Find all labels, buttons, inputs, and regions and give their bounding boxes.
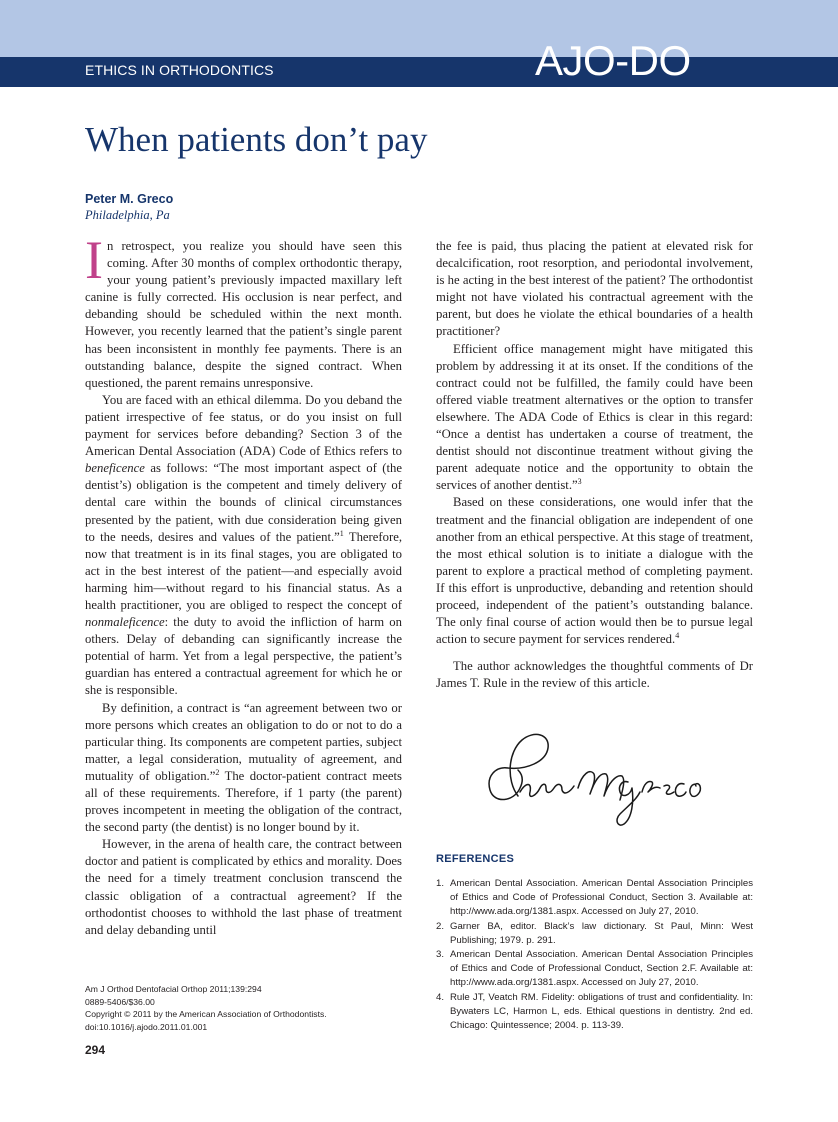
references-list xyxy=(436,877,753,1033)
copyright-notice: Copyright © 2011 by the American Association of Orthodontists. xyxy=(85,1009,327,1020)
reference-item: 1. American Dental Association. American Dental Association Principles of Ethics and Code of Professional Conduct, Section 3. Available at: http://www.ada.org/1381.aspx. Accessed on July 27, 2010. xyxy=(436,878,753,918)
body-paragraph: However, in the arena of health care, the contract between doctor and patient is complicated by ethics and morality. Does the need for a timely treatment conclusion transcend the classic obligation of a contractual agreement? If the orthodontist chooses to withhold the last phase of treatment and delay debanding until xyxy=(85,837,402,937)
reference-link[interactable]: http://www.ada.org/1381.aspx xyxy=(450,906,577,918)
body-paragraph: Based on these considerations, one would infer that the treatment and the financial obligation are independent of one another from an ethical perspective. At this stage of treatment, the most ethical solution is to initiate a dialogue with the parent to explore a practical method of completing payment. If this effort is unproductive, debanding and retention should proceed, independent of the patient’s outstanding balance. The only final course of action would then be to pursue legal action to secure payment for services rendered.$^4$ xyxy=(436,495,753,647)
citation-marker: 2 xyxy=(215,767,220,777)
journal-citation: Am J Orthod Dentofacial Orthop 2011;139:294 xyxy=(85,984,262,994)
issn: 0889-5406/$36.00 xyxy=(85,996,155,1007)
section-label: ETHICS IN ORTHODONTICS xyxy=(85,62,274,78)
body-paragraph: the fee is paid, thus placing the patient at elevated risk for decalcification, root resorption, and periodontal involvement, is he acting in the best interest of the patient? The orthodontist might not have violated his contractual agreement with the parent, but does he violate the ethical boundaries of a health practitioner? xyxy=(436,239,753,339)
body-paragraph: Efficient office management might have mitigated this problem by addressing it at its onset. If the conditions of the contract could not be fulfilled, the family could have been offered viable treatment alternatives or the option to transfer elsewhere. The ADA Code of Ethics is clear in this regard: “Once a dentist has undertaken a course of treatment, the dentist should not discontinue treatment without giving the parent adequate notice and the opportunity to obtain the services of another dentist.”$^3$ xyxy=(436,341,753,493)
reference-item: 4. Rule JT, Veatch RM. Fidelity: obligations of trust and confidentiality. In: Bywaters LC, Harmon L, eds. Ethical questions in dentistry. 2nd ed. Chicago: Quintessence; 2004. p. 113-39. xyxy=(436,991,753,1032)
body-paragraph: In retrospect, you realize you should have seen this coming. After 30 months of complex orthodontic therapy, your young patient’s previously impacted maxillary left canine is fully corrected. His occlusion is near perfect, and debanding should be scheduled within the next month. However, you recently learned that the patient’s single parent has been inconsistent in monthly fee payments. There is an outstanding balance, despite the signed contract. When questioned, the parent remains unresponsive. xyxy=(85,230,402,390)
body-paragraph: You are faced with an ethical dilemma. Do you deband the patient irrespective of fee status, or do you insist on full payment for services before debanding? Section 3 of the American Dental Association (ADA) Code of Ethics refers to beneficence as follows: “The most important aspect of (the dentist’s) obligation is the competent and timely delivery of dental care within the bounds of clinical circumstances presented by the patient, with due consideration being given to the needs, desires and values of the patient.”$^1$ Therefore, now that treatment is in its final stages, you are obligated to act in the best interest of the patient—and especially avoid harming him—without regard to his financial status. As a health practitioner, you are obliged to respect the concept of nonmaleficence: the duty to avoid the infliction of harm on others. Delay of debanding can significantly increase the potential of harm. Yet from a legal perspective, the patient’s guardian has entered a contractual agreement for which he or she is responsible. xyxy=(85,392,402,698)
reference-item: 3. American Dental Association. American Dental Association Principles of Ethics and Code of Professional Conduct, Section 2.F. Available at: http://www.ada.org/1381.aspx. Accessed on July 27, 2010. xyxy=(436,949,753,989)
author-signature xyxy=(478,722,718,830)
citation-marker: 1 xyxy=(339,528,344,538)
journal-logo: AJO-DO xyxy=(535,37,691,84)
references-heading: REFERENCES xyxy=(436,853,515,865)
page-number: 294 xyxy=(85,1043,106,1057)
author-name: Peter M. Greco xyxy=(85,192,174,206)
citation-footer xyxy=(85,983,327,1033)
body-column-left xyxy=(85,230,402,939)
article-title: When patients don’t pay xyxy=(85,120,428,159)
acknowledgment: The author acknowledges the thoughtful comments of Dr James T. Rule in the review of this article. xyxy=(436,659,753,691)
reference-item: 2. Garner BA, editor. Black’s law dictionary. St Paul, Minn: West Publishing; 1979. p. 291. xyxy=(436,920,753,946)
header-band xyxy=(0,0,838,57)
citation-marker: 3 xyxy=(577,477,582,487)
author-affiliation: Philadelphia, Pa xyxy=(85,208,170,222)
body-paragraph: By definition, a contract is “an agreement between two or more persons which creates an obligation to do or not to do a particular thing. Its components are competent parties, subject matter, a legal consideration, mutuality of agreement, and mutuality of obligation.”$^2$ The doctor-patient contract meets all of these requirements. Therefore, if 1 party (the parent) proves incompetent in meeting the obligation of the contract, the second party (the dentist) is no longer bound by it. xyxy=(85,700,402,835)
reference-link[interactable]: http://www.ada.org/1381.aspx xyxy=(450,977,577,989)
citation-marker: 4 xyxy=(675,630,680,640)
drop-cap: I xyxy=(85,230,103,290)
body-column-right xyxy=(436,238,753,692)
doi: doi:10.1016/j.ajodo.2011.01.001 xyxy=(85,1021,208,1032)
